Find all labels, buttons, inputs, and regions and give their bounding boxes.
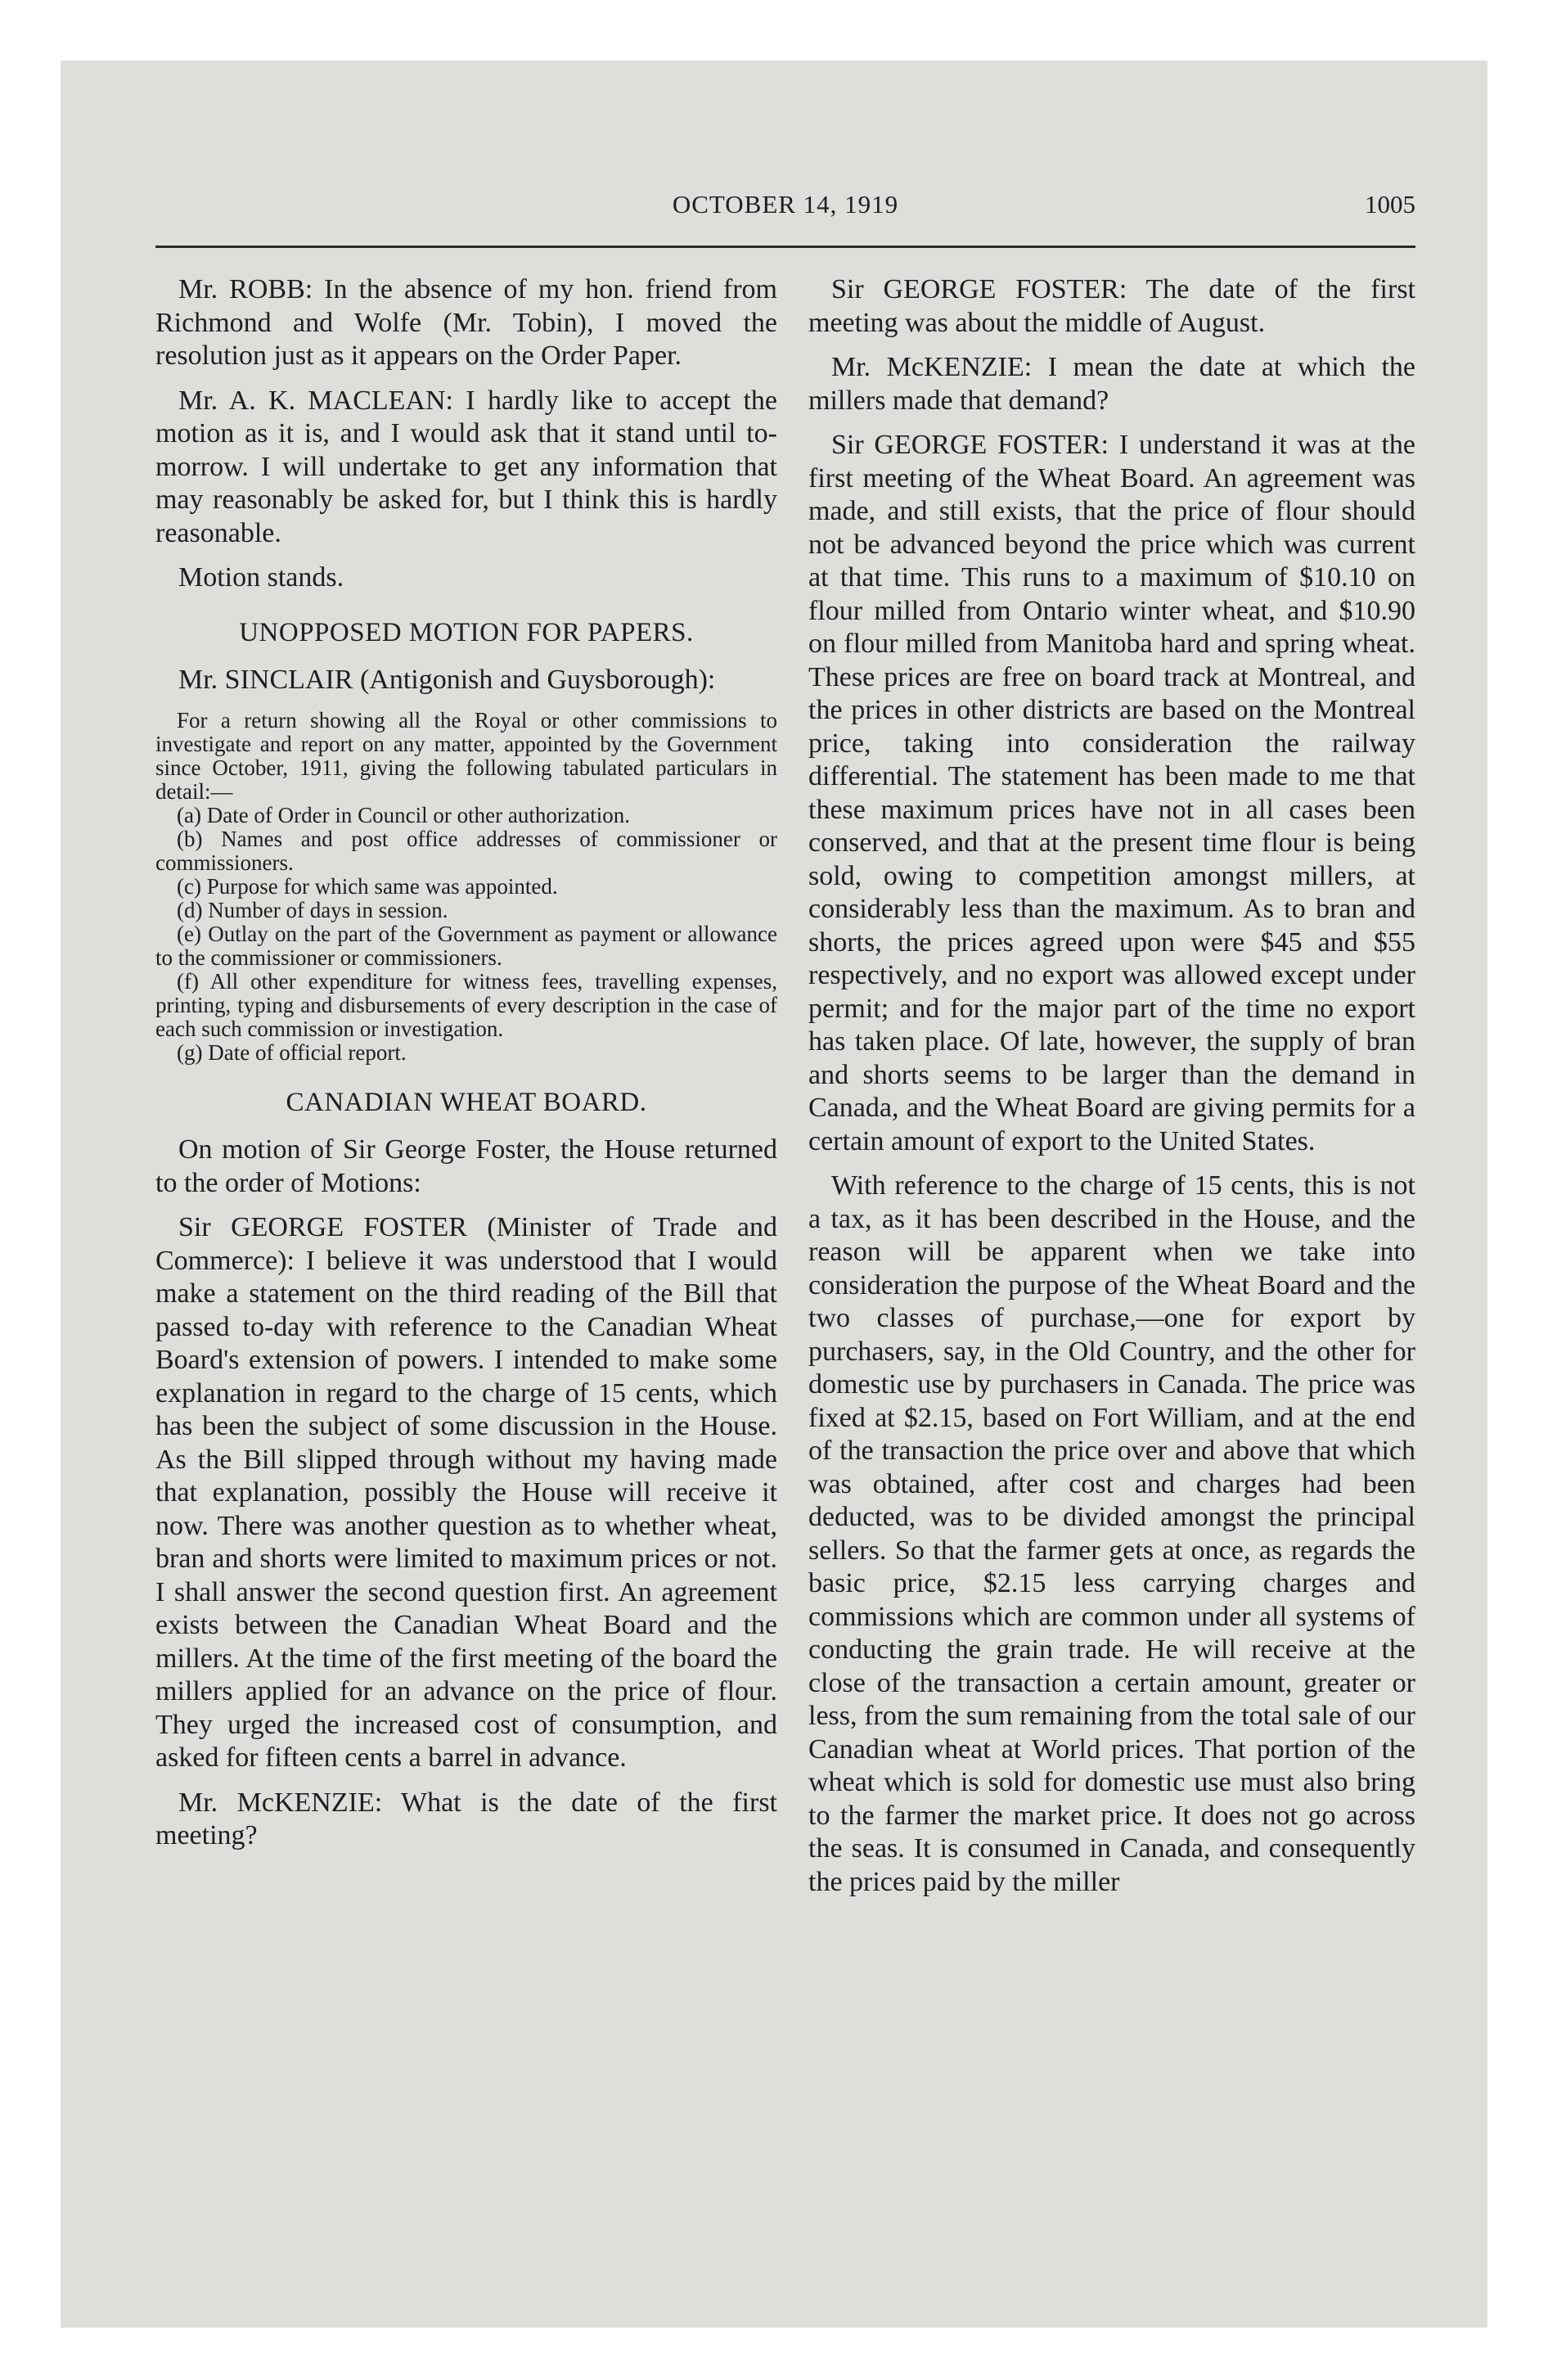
motion-item: (f) All other expenditure for witness fees, travelling expenses, printing, typing and disbursements of every description in the case of each such commission or investigation. bbox=[155, 968, 777, 1041]
right-column bbox=[808, 273, 1415, 1910]
section-heading: UNOPPOSED MOTION FOR PAPERS. bbox=[239, 617, 694, 647]
motion-item: (c) Purpose for which same was appointed. bbox=[177, 873, 558, 899]
paragraph: Mr. McKENZIE: I mean the date at which the millers made that demand? bbox=[808, 352, 1415, 416]
paragraph: Mr. ROBB: In the absence of my hon. friend from Richmond and Wolfe (Mr. Tobin), I moved the resolution just as it appears on the Order Paper. bbox=[155, 274, 777, 371]
paragraph: Sir GEORGE FOSTER (Minister of Trade and Commerce): I believe it was understood that I would make a statement on the third reading of the Bill that passed to-day with reference to the Canadian Wheat Board's extension of powers. I intended to make some explanation in regard to the charge of 15 cents, which has been the subject of some discussion in the House. As the Bill slipped through without my having made that explanation, possibly the House will receive it now. There was another question as to whether wheat, bran and shorts were limited to maximum prices or not. I shall answer the second question first. An agreement exists between the Canadian Wheat Board and the millers. At the time of the first meeting of the board the millers applied for an advance on the price of flour. They urged the increased cost of consumption, and asked for fifteen cents a barrel in advance. bbox=[155, 1212, 777, 1773]
motion-item: (b) Names and post office addresses of commissioner or commissioners. bbox=[155, 826, 777, 875]
motion-item: (a) Date of Order in Council or other authorization. bbox=[177, 802, 631, 827]
paragraph: Mr. A. K. MACLEAN: I hardly like to accept the motion as it is, and I would ask that it stand until to-morrow. I will undertake to get any information that may reasonably be asked for, but I think this is hardly reasonable. bbox=[155, 385, 777, 548]
page-number: 1005 bbox=[1365, 190, 1415, 219]
paragraph: Sir GEORGE FOSTER: I understand it was at the first meeting of the Wheat Board. An agreement was made, and still exists, that the price of flour should not be advanced beyond the price which was current at that time. This runs to a maximum of $10.10 on flour milled from Ontario winter wheat, and $10.90 on flour milled from Manitoba hard and spring wheat. These prices are free on board track at Montreal, and the prices in other districts are based on the Montreal price, taking into consideration the railway differential. The statement has been made to me that these maximum prices have not in all cases been conserved, and that at the present time flour is being sold, owing to competition amongst millers, at considerably less than the maximum. As to bran and shorts, the prices agreed upon were $45 and $55 respectively, and no export was allowed except under permit; and for the major part of the time no export has taken place. Of late, however, the supply of bran and shorts seems to be larger than the demand in Canada, and the Wheat Board are giving permits for a certain amount of export to the United States. bbox=[808, 430, 1415, 1156]
paragraph: On motion of Sir George Foster, the House returned to the order of Motions: bbox=[155, 1134, 777, 1198]
motion-item: (e) Outlay on the part of the Government as payment or allowance to the commissioner or commissioners. bbox=[155, 921, 777, 970]
header-date: OCTOBER 14, 1919 bbox=[672, 190, 899, 219]
paragraph: Sir GEORGE FOSTER: The date of the first meeting was about the middle of August. bbox=[808, 274, 1415, 338]
motion-intro: For a return showing all the Royal or other commissions to investigate and report on any matter, appointed by the Government since October, 1911, giving the following tabulated particulars in detail:— bbox=[155, 707, 777, 804]
page-header bbox=[155, 190, 1415, 239]
left-column bbox=[155, 273, 777, 1864]
header-rule bbox=[155, 246, 1415, 248]
paragraph: Motion stands. bbox=[178, 562, 344, 593]
motion-text bbox=[155, 709, 777, 1065]
section-heading: CANADIAN WHEAT BOARD. bbox=[286, 1087, 647, 1117]
paragraph: With reference to the charge of 15 cents, this is not a tax, as it has been described in the House, and the reason will be apparent when we take into consideration the purpose of the Wheat Board and the two classes of purchase,—one for export by purchasers, say, in the Old Country, and the other for domestic use by purchasers in Canada. The price was fixed at $2.15, based on Fort William, and at the end of the transaction the price over and above that which was obtained, after cost and charges had been deducted, was to be divided amongst the principal sellers. So that the farmer gets at once, as regards the basic price, $2.15 less carrying charges and commissions which are common under all systems of conducting the grain trade. He will receive at the close of the transaction a certain amount, greater or less, from the sum remaining from the total sale of our Canadian wheat at World prices. That portion of the wheat which is sold for domestic use must also bring to the farmer the market price. It does not go across the seas. It is consumed in Canada, and consequently the prices paid by the miller bbox=[808, 1170, 1415, 1897]
paragraph: Mr. SINCLAIR (Antigonish and Guysborough): bbox=[178, 665, 716, 695]
motion-item: (d) Number of days in session. bbox=[177, 897, 448, 922]
motion-item: (g) Date of official report. bbox=[177, 1039, 407, 1065]
paragraph: Mr. McKENZIE: What is the date of the first meeting? bbox=[155, 1787, 777, 1850]
